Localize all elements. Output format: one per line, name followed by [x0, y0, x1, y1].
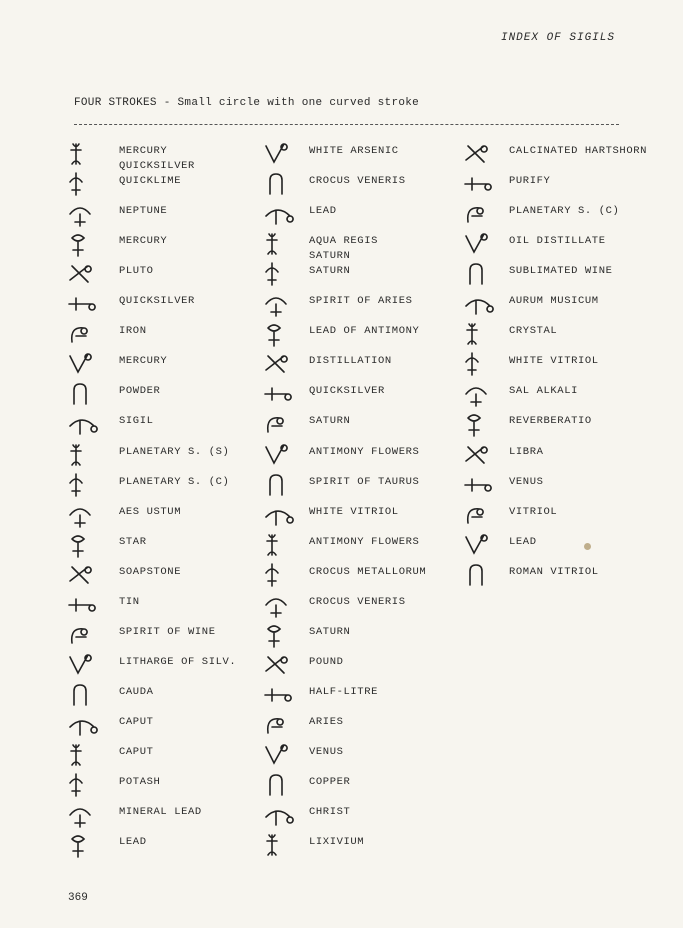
entry-name-line: ANTIMONY FLOWERS [309, 446, 420, 458]
index-entry [62, 140, 252, 172]
planetary-sigil [62, 471, 120, 499]
entry-name [309, 324, 419, 339]
index-entry [458, 230, 678, 258]
quicklime-sigil [62, 170, 120, 198]
index-entry [62, 380, 252, 408]
index-entry [62, 741, 252, 769]
entry-name-line: SIGIL [119, 415, 154, 427]
potash-sigil [62, 771, 120, 799]
mercury-sigil [62, 350, 120, 378]
index-entry [458, 561, 678, 589]
entry-name [119, 174, 181, 189]
entry-name [509, 144, 647, 159]
entry-name [309, 384, 385, 399]
entry-name [119, 505, 181, 520]
entry-name [309, 535, 419, 550]
entry-name [509, 475, 544, 490]
entry-name [509, 354, 599, 369]
index-entry [62, 200, 252, 228]
caput-sigil [62, 711, 120, 739]
index-entry [458, 350, 678, 378]
entry-name-line: AURUM MUSICUM [509, 295, 599, 307]
entry-name [119, 685, 154, 700]
mineral-lead-sigil [62, 801, 120, 829]
index-entry [62, 591, 252, 619]
index-entry [258, 320, 458, 348]
entry-name [309, 475, 419, 490]
entry-name-line: OIL DISTILLATE [509, 235, 606, 247]
lixivium-sigil [258, 831, 316, 859]
soapstone-sigil [62, 561, 120, 589]
lead-sigil [258, 200, 316, 228]
mercury-sigil [62, 230, 120, 258]
sal-alkali-sigil [458, 380, 516, 408]
index-entry [258, 771, 458, 799]
entry-name [309, 745, 344, 760]
entry-name-line: WHITE VITRIOL [509, 355, 599, 367]
entry-name-line: WHITE ARSENIC [309, 145, 399, 157]
entry-name [119, 384, 160, 399]
entry-name [119, 234, 167, 249]
index-entry [258, 651, 458, 679]
entry-name-line: SPIRIT OF TAURUS [309, 476, 420, 488]
index-entry [62, 320, 252, 348]
iron-sigil [62, 320, 120, 348]
entry-name-line: QUICKSILVER [119, 295, 195, 307]
entry-name-line: MINERAL LEAD [119, 806, 202, 818]
venus-sigil [458, 471, 516, 499]
entry-name [309, 655, 344, 670]
half-litre-sigil [258, 681, 316, 709]
entry-name-line: CAPUT [119, 746, 154, 758]
index-entry [458, 200, 678, 228]
page-number: 369 [68, 892, 88, 904]
entry-name-line: SATURN [309, 265, 351, 277]
crystal-sigil [458, 320, 516, 348]
mercury-sigil [62, 140, 120, 168]
entry-name-line: WHITE VITRIOL [309, 506, 399, 518]
entry-name-line: CRYSTAL [509, 325, 558, 337]
entry-name [509, 505, 557, 520]
index-entry [258, 140, 458, 168]
index-entry [62, 831, 252, 859]
entry-name [309, 805, 350, 820]
entry-name [509, 174, 550, 189]
aries-sigil [258, 711, 316, 739]
entry-name-line: PURIFY [509, 175, 551, 187]
entry-name [309, 505, 399, 520]
entry-name-line: SATURN [309, 415, 351, 427]
index-entry [62, 230, 252, 258]
entry-name-line: STAR [119, 536, 147, 548]
index-entry [258, 591, 458, 619]
entry-name-line: SPIRIT OF ARIES [309, 295, 413, 307]
entry-name [509, 204, 619, 219]
entry-name [119, 324, 147, 339]
antimony-flowers-sigil [258, 531, 316, 559]
spirit-of-aries-sigil [258, 290, 316, 318]
entry-name-line: ANTIMONY FLOWERS [309, 536, 420, 548]
entry-name [119, 655, 236, 670]
entry-name-line: CROCUS METALLORUM [309, 566, 427, 578]
entry-name [309, 685, 378, 700]
aes-ustum-sigil [62, 501, 120, 529]
entry-name [309, 835, 364, 850]
entry-name [309, 595, 406, 610]
entry-name-line: POWDER [119, 385, 161, 397]
entry-name [509, 414, 592, 429]
index-entry [458, 290, 678, 318]
entry-name-line: VITRIOL [509, 506, 558, 518]
index-entry [458, 320, 678, 348]
entry-name-line: SOAPSTONE [119, 566, 182, 578]
entry-name [119, 715, 154, 730]
aqua-regis-sigil [258, 230, 316, 258]
index-entry [62, 771, 252, 799]
index-entry [258, 831, 458, 859]
purify-sigil [458, 170, 516, 198]
entry-name-line: CALCINATED HARTSHORN [509, 145, 648, 157]
index-entry [458, 441, 678, 469]
entry-name [309, 294, 413, 309]
entry-name [119, 475, 229, 490]
entry-name-line: SAL ALKALI [509, 385, 579, 397]
index-entry [458, 501, 678, 529]
index-entry [258, 531, 458, 559]
entry-name-line: VENUS [309, 746, 344, 758]
entry-name-line: PLUTO [119, 265, 154, 277]
quicksilver-sigil [62, 290, 120, 318]
crocus-veneris-sigil [258, 170, 316, 198]
entry-name-line: AES USTUM [119, 506, 182, 518]
entry-name-line: HALF-LITRE [309, 686, 379, 698]
index-entry [458, 170, 678, 198]
spirit-of-wine-sigil [62, 621, 120, 649]
entry-name-line: QUICKLIME [119, 175, 182, 187]
index-entry [62, 801, 252, 829]
tin-sigil [62, 591, 120, 619]
entry-name [119, 805, 202, 820]
vitriol-sigil [458, 501, 516, 529]
entry-name [309, 354, 392, 369]
white-arsenic-sigil [258, 140, 316, 168]
reverberatio-sigil [458, 410, 516, 438]
cauda-sigil [62, 681, 120, 709]
index-entry [258, 230, 458, 262]
entry-name-line: REVERBERATIO [509, 415, 592, 427]
entry-name-line: LIXIVIUM [309, 836, 365, 848]
index-entry [62, 651, 252, 679]
white-vitriol-sigil [258, 501, 316, 529]
entry-name-line: CHRIST [309, 806, 351, 818]
entry-name-line: NEPTUNE [119, 205, 168, 217]
entry-name-line: CAUDA [119, 686, 154, 698]
index-entry [62, 350, 252, 378]
christ-sigil [258, 801, 316, 829]
entry-name-line: CAPUT [119, 716, 154, 728]
entry-name-line: QUICKSILVER [309, 385, 385, 397]
entry-name-line: LITHARGE OF SILV. [119, 656, 237, 668]
libra-sigil [458, 441, 516, 469]
entry-name-line: DISTILLATION [309, 355, 392, 367]
pluto-sigil [62, 260, 120, 288]
entry-name [509, 445, 544, 460]
entry-name [309, 264, 350, 279]
lead-sigil [458, 531, 516, 559]
sublimated-wine-sigil [458, 260, 516, 288]
entry-name [119, 535, 147, 550]
entry-name-line: LEAD OF ANTIMONY [309, 325, 420, 337]
entry-name-line: CROCUS VENERIS [309, 596, 406, 608]
entry-name [509, 565, 599, 580]
pound-sigil [258, 651, 316, 679]
index-entry [62, 501, 252, 529]
crocus-metallorum-sigil [258, 561, 316, 589]
sigil-sigil [62, 410, 120, 438]
index-entry [258, 681, 458, 709]
entry-name [119, 204, 167, 219]
entry-name [309, 715, 344, 730]
entry-name [509, 234, 606, 249]
index-entry [258, 350, 458, 378]
star-sigil [62, 531, 120, 559]
entry-name-line-2: SATURN [309, 250, 351, 262]
index-entry [458, 410, 678, 438]
entry-name-line: POUND [309, 656, 344, 668]
entry-name-line: CROCUS VENERIS [309, 175, 406, 187]
spirit-of-taurus-sigil [258, 471, 316, 499]
index-entry [458, 260, 678, 288]
index-entry [62, 711, 252, 739]
entry-name [509, 384, 578, 399]
entry-name-line: SUBLIMATED WINE [509, 265, 613, 277]
index-entry [62, 441, 252, 469]
entry-name-line: VENUS [509, 476, 544, 488]
entry-name [309, 445, 419, 460]
saturn-sigil [258, 260, 316, 288]
litharge-sigil [62, 651, 120, 679]
entry-name [119, 775, 160, 790]
entry-name [119, 354, 167, 369]
entry-name [309, 565, 426, 580]
index-entry [258, 380, 458, 408]
index-entry [62, 531, 252, 559]
distillation-sigil [258, 350, 316, 378]
index-entry [62, 290, 252, 318]
index-entry [258, 741, 458, 769]
entry-name-line: ARIES [309, 716, 344, 728]
entry-name [309, 625, 350, 640]
caput-sigil [62, 741, 120, 769]
saturn-sigil [258, 410, 316, 438]
index-entry [62, 170, 252, 198]
entry-name [119, 264, 154, 279]
index-entry [62, 471, 252, 499]
entry-name-line: SPIRIT OF WINE [119, 626, 216, 638]
index-entry [258, 170, 458, 198]
entry-name-line: MERCURY [119, 145, 168, 157]
entry-name-line-2: QUICKSILVER [119, 160, 195, 172]
planetary-sigil [458, 200, 516, 228]
index-entry [258, 441, 458, 469]
neptune-sigil [62, 200, 120, 228]
entry-name-line: PLANETARY S. (S) [119, 446, 230, 458]
entry-name [119, 625, 216, 640]
entry-name [509, 535, 537, 550]
entry-name [309, 204, 337, 219]
entry-name-line: ROMAN VITRIOL [509, 566, 599, 578]
index-entry [62, 410, 252, 438]
entry-name [119, 745, 154, 760]
lead-sigil [62, 831, 120, 859]
index-entry [258, 410, 458, 438]
entry-name [119, 565, 181, 580]
running-head: INDEX OF SIGILS [500, 32, 615, 44]
entry-name-line: IRON [119, 325, 147, 337]
entry-name-line: TIN [119, 596, 140, 608]
index-entry [458, 380, 678, 408]
section-title: FOUR STROKES - Small circle with one curved stroke [74, 97, 420, 109]
oil-distillate-sigil [458, 230, 516, 258]
saturn-sigil [258, 621, 316, 649]
antimony-flowers-sigil [258, 441, 316, 469]
index-entry [458, 471, 678, 499]
index-entry [258, 561, 458, 589]
index-entry [62, 681, 252, 709]
index-entry [258, 621, 458, 649]
entry-name-line: LEAD [309, 205, 337, 217]
index-entry [258, 200, 458, 228]
venus-sigil [258, 741, 316, 769]
entry-name-line: PLANETARY S. (C) [119, 476, 230, 488]
entry-name [309, 144, 399, 159]
index-entry [458, 531, 678, 559]
entry-name-line: LEAD [119, 836, 147, 848]
roman-vitriol-sigil [458, 561, 516, 589]
entry-name-line: LEAD [509, 536, 537, 548]
ink-spot [584, 543, 591, 550]
entry-name [509, 324, 557, 339]
entry-name [119, 595, 140, 610]
entry-name [309, 775, 350, 790]
crocus-veneris-sigil [258, 591, 316, 619]
planetary-sigil [62, 441, 120, 469]
entry-name [119, 835, 147, 850]
index-entry [62, 260, 252, 288]
index-entry [258, 471, 458, 499]
copper-sigil [258, 771, 316, 799]
white-vitriol-sigil [458, 350, 516, 378]
entry-name [119, 414, 154, 429]
entry-name [509, 264, 613, 279]
entry-name-line: AQUA REGIS [309, 235, 379, 247]
index-entry [258, 290, 458, 318]
entry-name-line: LIBRA [509, 446, 544, 458]
lead-of-antimony-sigil [258, 320, 316, 348]
entry-name-line: SATURN [309, 626, 351, 638]
entry-name [309, 174, 406, 189]
entry-name-line: POTASH [119, 776, 161, 788]
powder-sigil [62, 380, 120, 408]
aurum-musicum-sigil [458, 290, 516, 318]
quicksilver-sigil [258, 380, 316, 408]
entry-name [509, 294, 599, 309]
index-entry [258, 801, 458, 829]
index-entry [458, 140, 678, 168]
index-entry [258, 711, 458, 739]
entry-name-line: PLANETARY S. (C) [509, 205, 620, 217]
entry-name-line: COPPER [309, 776, 351, 788]
entry-name [119, 294, 195, 309]
hartshorn-sigil [458, 140, 516, 168]
index-entry [62, 561, 252, 589]
index-entry [62, 621, 252, 649]
entry-name-line: MERCURY [119, 235, 168, 247]
entry-name [309, 414, 350, 429]
index-entry [258, 501, 458, 529]
entry-name [119, 445, 229, 460]
index-entry [258, 260, 458, 288]
entry-name-line: MERCURY [119, 355, 168, 367]
dashed-rule [74, 124, 619, 125]
